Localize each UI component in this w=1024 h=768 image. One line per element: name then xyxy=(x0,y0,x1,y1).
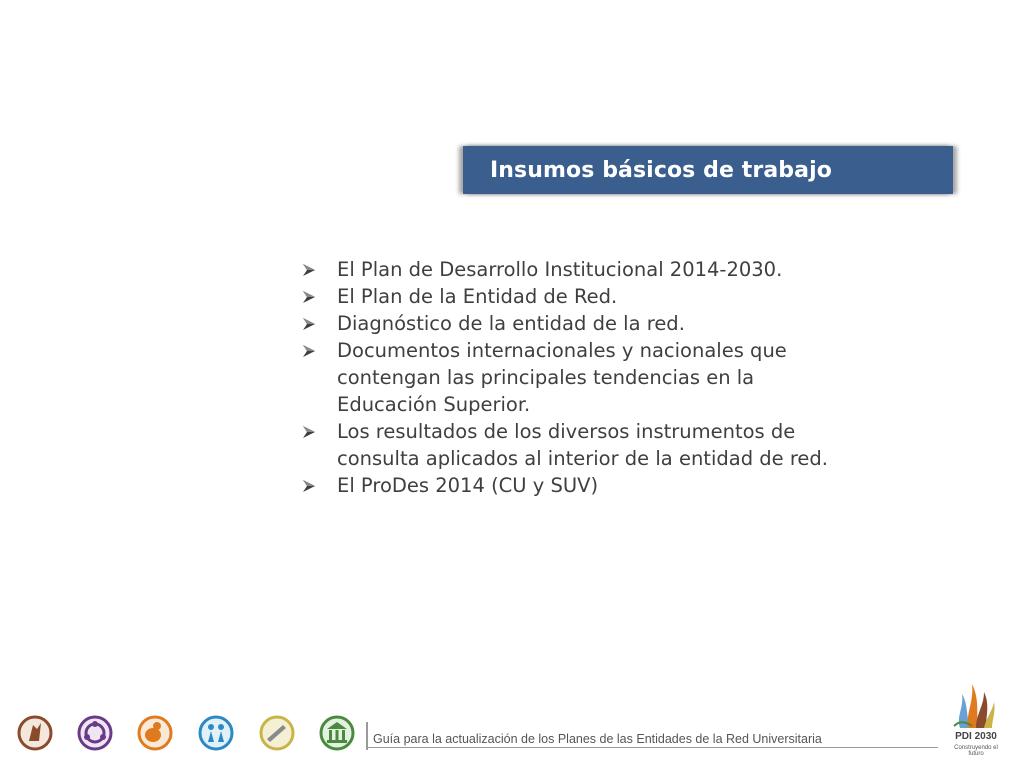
title-banner xyxy=(463,146,953,194)
bullet-text: Documentos internacionales y nacionales que contengan las principales tendencias en la Educación Superior. xyxy=(337,339,787,416)
list-item xyxy=(302,418,842,472)
bullet-text: El Plan de Desarrollo Institucional 2014-2030. xyxy=(337,258,783,281)
arrow-bullet-icon xyxy=(302,283,337,310)
bullet-text: El Plan de la Entidad de Red. xyxy=(337,285,618,308)
building-icon xyxy=(319,715,355,751)
list-item xyxy=(302,283,842,310)
hands-icon xyxy=(137,715,173,751)
figure-icon xyxy=(17,715,53,751)
bullet-list xyxy=(302,256,842,499)
arrow-bullet-icon xyxy=(302,337,337,364)
arrow-bullet-icon xyxy=(302,472,337,499)
bullet-text: Diagnóstico de la entidad de la red. xyxy=(337,312,685,335)
bullet-text: El ProDes 2014 (CU y SUV) xyxy=(337,474,599,497)
pdi-logo-subtitle: Construyendo el futuro xyxy=(954,745,998,757)
arrow-bullet-icon xyxy=(302,310,337,337)
list-item xyxy=(302,337,842,418)
bullet-text: Los resultados de los diversos instrumentos de consulta aplicados al interior de la entidad de red. xyxy=(337,420,829,470)
footer-caption: Guía para la actualización de los Planes de las Entidades de la Red Universitaria xyxy=(373,732,822,746)
slide-title: Insumos básicos de trabajo xyxy=(490,157,832,183)
arrow-bullet-icon xyxy=(302,418,337,445)
list-item xyxy=(302,310,842,337)
people-icon xyxy=(198,715,234,751)
footer-divider-horizontal xyxy=(366,747,938,748)
footer-divider-vertical xyxy=(366,722,368,750)
arrow-bullet-icon xyxy=(302,256,337,283)
pdi-logo-title: PDI 2030 xyxy=(955,731,997,742)
pdi-flame-icon xyxy=(946,680,1006,730)
list-item xyxy=(302,472,842,499)
list-item xyxy=(302,256,842,283)
network-icon xyxy=(77,715,113,751)
pen-icon xyxy=(259,715,295,751)
